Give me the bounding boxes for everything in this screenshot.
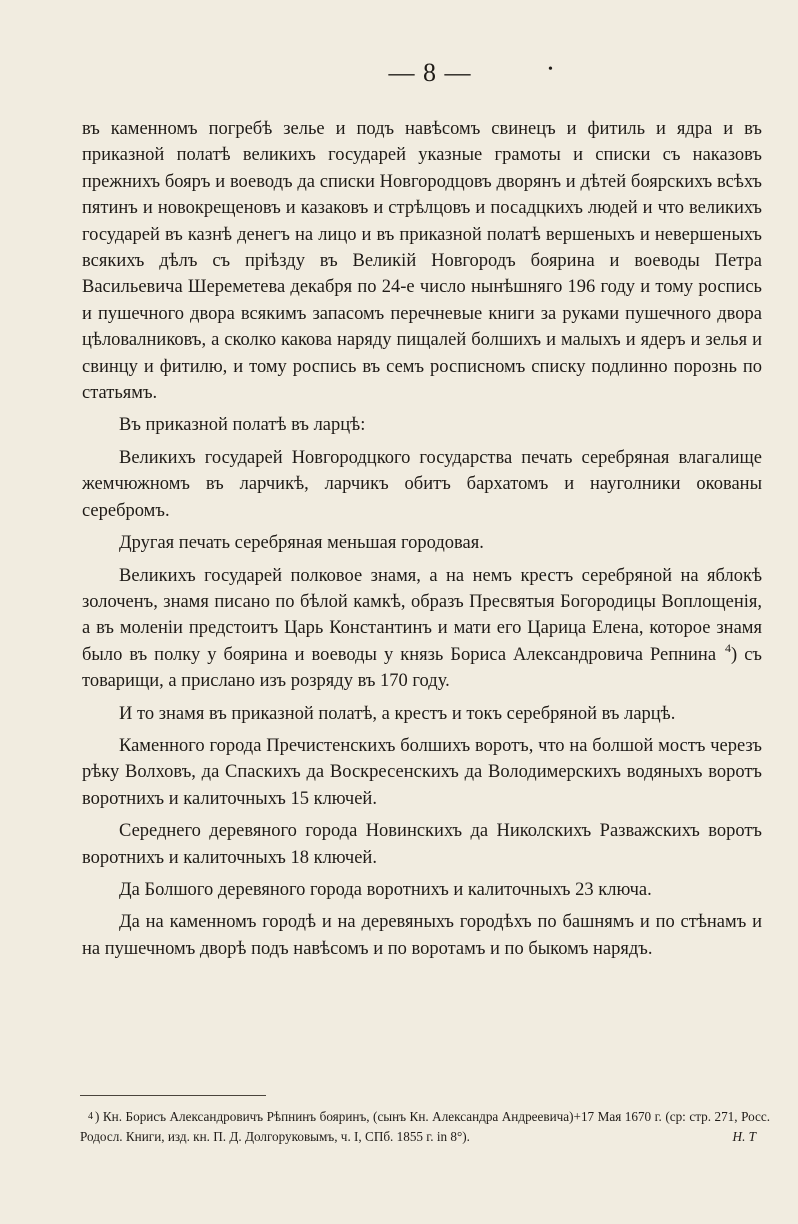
footnote-divider [80,1095,266,1096]
paragraph-4: Другая печать серебряная меньшая городовая. [119,533,484,554]
page-number: — 8 — [388,58,472,87]
main-text [82,116,762,962]
paragraph-5-text-b: ) съ товарищи, а прислано изъ розряду въ 170 году. [82,644,762,692]
paragraph-6: И то знамя въ приказной полатѣ, а крестъ и токъ серебряной въ ларцѣ. [119,703,676,724]
paragraph-8: Середнего деревяного города Новинскихъ да Николскихъ Разважскихъ воротъ воротнихъ и калиточныхъ 18 ключей. [82,821,762,868]
footnote-signature: Н. Т [732,1128,756,1144]
paragraph-2: Въ приказной полатѣ въ ларцѣ: [119,415,366,436]
paragraph-7: Каменного города Пречистенскихъ болшихъ воротъ, что на болшой мостъ черезъ рѣку Волховъ, да Спаскихъ да Воскресенскихъ да Володимерскихъ водяныхъ воротъ воротнихъ и калиточныхъ 15 ключей. [82,735,762,809]
paragraph-5 [82,563,762,695]
paragraph-10: Да на каменномъ городѣ и на деревяныхъ городѣхъ по башнямъ и по стѣнамъ и на пушечномъ дворѣ подъ навѣсомъ и по воротамъ и по быкомъ нарядъ. [82,912,762,959]
footnote-reference: 4 [725,640,732,655]
footnote-text: ) Кн. Борисъ Александровичъ Рѣпнинъ бояринъ, (сынъ Кн. Александра Андреевича)+17 Мая 1670 г. (ср: стр. 271, Росс. Родосл. Книги, изд. кн. П. Д. Долгоруковымъ, ч. I, СПб. 1855 г. in 8°). [80,1109,770,1144]
paragraph-3: Великихъ государей Новгородцкого государства печать серебряная влагалище жемчюжномъ въ ларчикѣ, ларчикъ обитъ бархатомъ и науголники окованы серебромъ. [82,447,762,521]
footnote-mark: 4 [88,1111,93,1122]
paragraph-5-text-a: Великихъ государей полковое знамя, а на немъ крестъ серебряной на яблокѣ золоченъ, знамя писано по бѣлой камкѣ, образъ Пресвятыя Богородицы Воплощенія, а въ моленіи предстоитъ Царь Константинъ и мати его Царица Елена, которое знамя было въ полку у боярина и воеводы у князь Бориса Александровича Репнина [82,565,762,665]
footnote [80,1107,770,1146]
paragraph-1: въ каменномъ погребѣ зелье и подъ навѣсомъ свинецъ и фитиль и ядра и въ приказной полатѣ великихъ государей указные грамоты и списки съ наказовъ прежнихъ бояръ и воеводъ да списки Новгородцовъ дворянъ и дѣтей боярскихъ всѣхъ пятинъ и новокрещеновъ и казаковъ и стрѣлцовъ и посадцкихъ людей и что великихъ государей въ казнѣ денегъ на лицо и въ приказной полатѣ вершеныхъ и невершеныхъ всякихъ дѣлъ съ пріѣзду въ Великій Новгородъ боярина и воеводы Петра Васильевича Шереметева декабря по 24-е число нынѣшняго 196 году и тому роспись и пушечного двора всякимъ запасомъ перечневые книги за руками пушечного двора цѣловалниковъ, а сколко какова наряду пищалей болшихъ и малыхъ и ядеръ и зелья и свинцу и фитилю, и тому роспись въ семъ росписномъ списку подлинно порознь по статьямъ. [82,119,762,404]
page-mark: • [548,62,553,77]
paragraph-9: Да Болшого деревяного города воротнихъ и калиточныхъ 23 ключа. [119,879,652,900]
